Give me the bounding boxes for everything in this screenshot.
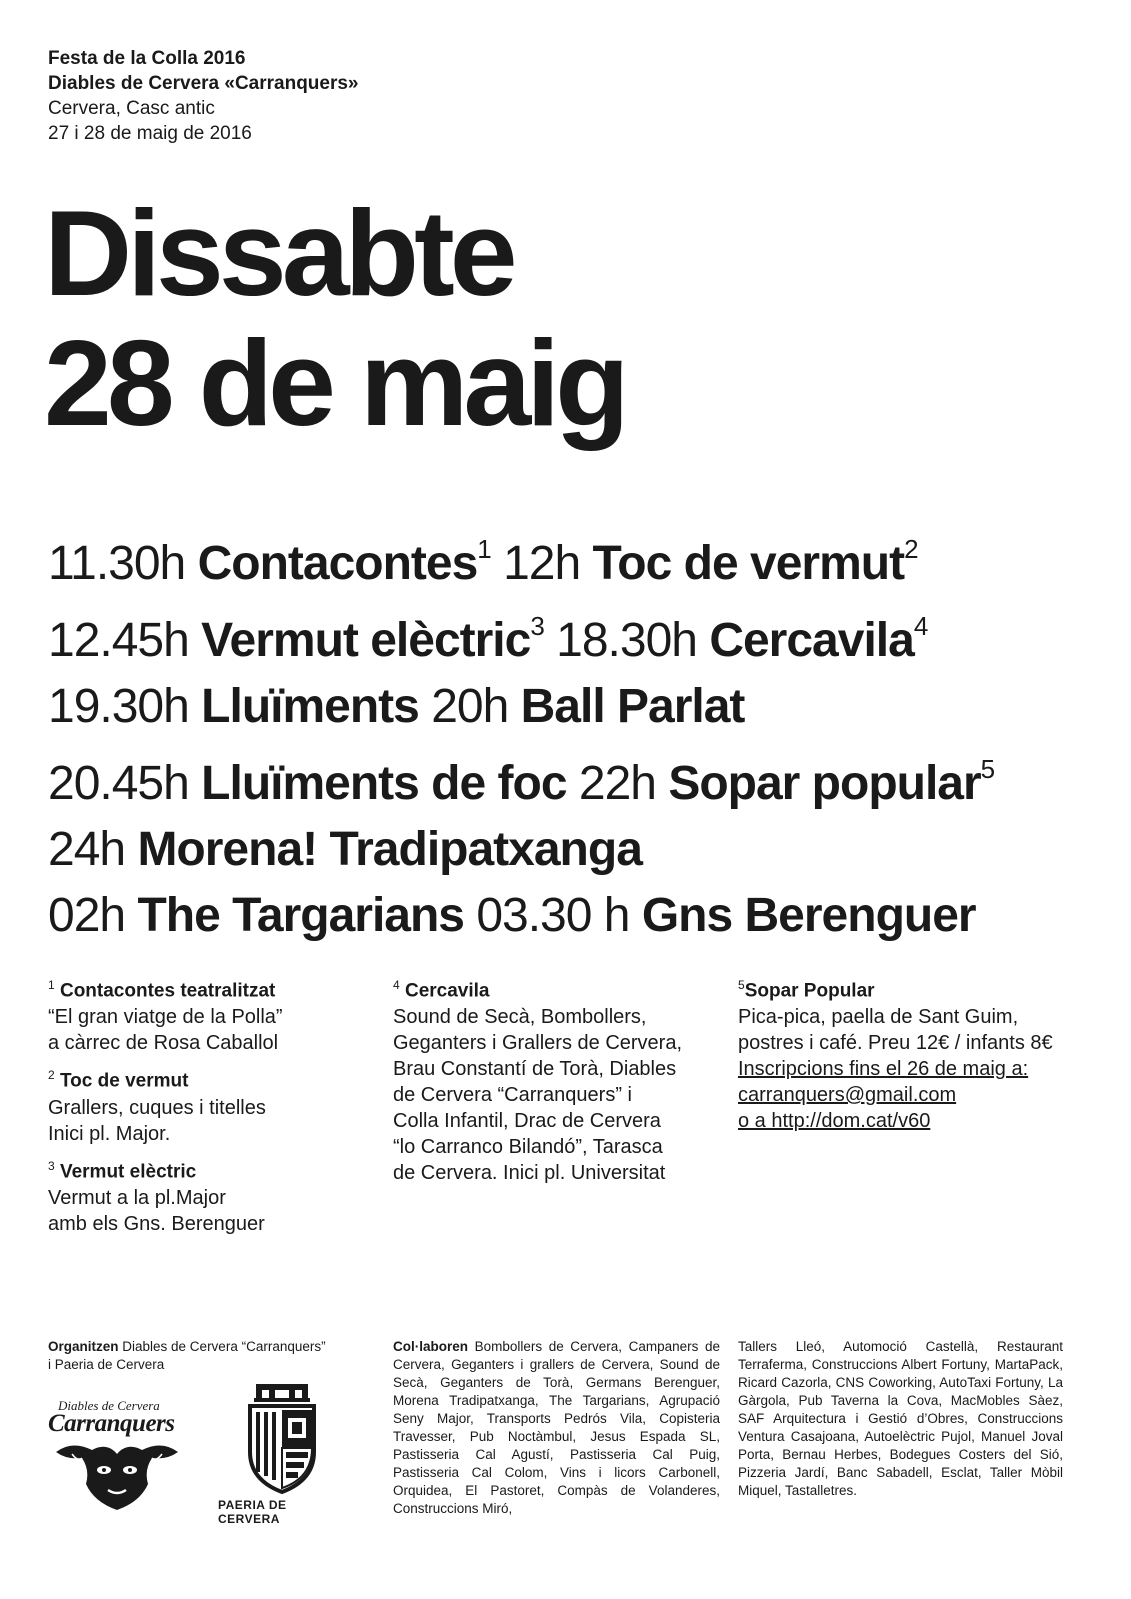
- schedule-event: Cercavila: [709, 614, 914, 667]
- footnote-ref: 3: [530, 611, 544, 641]
- organizers-text: Diables de Cervera “Carranquers”: [118, 1339, 326, 1354]
- note-line: Pica-pica, paella de Sant Guim,: [738, 1006, 1019, 1029]
- schedule-event: Vermut elèctric: [201, 614, 531, 667]
- note-title-text: Toc de vermut: [59, 1070, 189, 1092]
- schedule-event: Morena! Tradipatxanga: [137, 823, 642, 876]
- footnote-ref: 1: [477, 534, 491, 564]
- day-title-weekday: Dissabte: [44, 185, 513, 321]
- notes-column-1: [48, 972, 378, 1243]
- coat-of-arms-icon: [242, 1382, 322, 1494]
- schedule-event: Toc de vermut: [592, 537, 905, 590]
- note-line: a càrrec de Rosa Caballol: [48, 1032, 279, 1055]
- schedule-event: The Targarians: [137, 889, 464, 942]
- notes-column-2: [393, 972, 723, 1192]
- note-line: “lo Carranco Bilandó”, Tarasca: [393, 1136, 663, 1159]
- note-number: 4: [393, 978, 400, 992]
- schedule-row: [48, 674, 994, 740]
- note-line: Brau Constantí de Torà, Diables: [393, 1058, 677, 1081]
- organizers-label: Organitzen: [48, 1339, 119, 1354]
- schedule-row: [48, 817, 994, 883]
- schedule-event: Lluïments de foc: [201, 757, 567, 810]
- schedule-time: 22h: [578, 757, 656, 810]
- paeria-logo: [212, 1382, 352, 1526]
- note-title: [393, 972, 723, 1004]
- day-title-date: 28 de maig: [44, 315, 625, 451]
- schedule-time: 24h: [48, 823, 126, 876]
- schedule-time: 02h: [48, 889, 126, 942]
- note-number: 2: [48, 1068, 55, 1083]
- schedule-row: [48, 883, 994, 949]
- paeria-logo-caption: PAERIA DE CERVERA: [218, 1498, 287, 1526]
- note-line: postres i café. Preu 12€ / infants 8€: [738, 1032, 1053, 1055]
- note-title: [48, 1153, 378, 1185]
- schedule-event: Contacontes: [197, 537, 478, 590]
- schedule-event: Gns Berenguer: [641, 889, 976, 942]
- note-title-text: Contacontes teatralitzat: [59, 980, 276, 1002]
- note-title: [48, 1062, 378, 1094]
- signup-link[interactable]: o a http://dom.cat/v60: [738, 1110, 931, 1133]
- organizer-name: Diables de Cervera «Carranquers»: [48, 73, 359, 94]
- event-location: Cervera, Casc antic: [48, 98, 215, 119]
- note-title-text: Vermut elèctric: [59, 1160, 197, 1182]
- note-line: “El gran viatge de la Polla”: [48, 1006, 283, 1029]
- carranquers-logo: [44, 1398, 194, 1513]
- note-line: Sound de Secà, Bombollers,: [393, 1006, 647, 1029]
- note-title: [738, 972, 1078, 1004]
- schedule-time: 20.45h: [48, 757, 189, 810]
- note-line: Colla Infantil, Drac de Cervera: [393, 1110, 661, 1133]
- schedule-event: Lluïments: [201, 680, 419, 733]
- note-toc-de-vermut: [48, 1062, 378, 1146]
- note-line: Vermut a la pl.Major: [48, 1186, 226, 1209]
- schedule-time: 12.45h: [48, 614, 189, 667]
- event-header: [48, 46, 359, 146]
- organizers-text: i Paeria de Cervera: [48, 1357, 165, 1372]
- note-title: [48, 972, 378, 1004]
- schedule-row: [48, 597, 994, 674]
- note-sopar-popular: [738, 972, 1078, 1134]
- collaborators-text: Bombollers de Cervera, Campaners de Cervera, Geganters i grallers de Cervera, Sound de Secà, Geganters de Torà, Germans Berenguer, Morena Tradipatxanga, The Targarians, Agrupació Seny Major, Transports Pedrós Vila, Copisteria Travesser, Pub Noctàmbul, Jesus Espada SL, Pastisseria Cal Agustí, Pastisseria Cal Puig, Pastisseria Cal Colom, Vins i licors Carbonell, Orquidea, El Pastoret, Compàs de Volanderes, Construccions Miró,: [393, 1339, 720, 1516]
- note-line: de Cervera. Inici pl. Universitat: [393, 1162, 666, 1185]
- note-number: 3: [48, 1158, 55, 1173]
- schedule-time: 20h: [431, 680, 509, 733]
- note-title-text: Cercavila: [404, 980, 490, 1002]
- note-number: 1: [48, 978, 55, 992]
- festival-name: Festa de la Colla 2016: [48, 48, 246, 69]
- devil-face-icon: [52, 1440, 182, 1512]
- collaborators-text: Tallers Lleó, Automoció Castellà, Restaurant Terraferma, Construccions Albert Fortuny, MartaPack, Ricard Cazorla, CNS Coworking, AutoTaxi Fortuny, La Gàrgola, Pub Taverna la Cova, MacMobles Sàez, SAF Arquitectura i Gestió d’Obres, Construccions Ventura Casajoana, Autoelèctric Pujol, Manuel Joval Porta, Bernau Herbes, Bodegues Costers del Sió, Pizzeria Jardí, Banc Sabadell, Esclat, Taller Mòbil Miquel, Tastalletres.: [738, 1339, 1063, 1498]
- day-title: [44, 185, 625, 451]
- schedule-row: [48, 740, 994, 817]
- collaborators: [393, 1338, 720, 1518]
- schedule-event: Ball Parlat: [520, 680, 745, 733]
- schedule-time: 03.30 h: [476, 889, 630, 942]
- schedule-time: 19.30h: [48, 680, 189, 733]
- note-line: Inici pl. Major.: [48, 1122, 171, 1145]
- note-line: Inscripcions fins el 26 de maig a:: [738, 1058, 1029, 1081]
- footnote-ref: 5: [980, 754, 995, 784]
- carranquers-logo-subtitle: Diables de Cervera: [58, 1398, 160, 1413]
- footnote-ref: 2: [904, 534, 918, 564]
- schedule: [48, 520, 994, 949]
- notes-column-3: [738, 972, 1078, 1140]
- footnote-ref: 4: [913, 611, 928, 641]
- email-link[interactable]: carranquers@gmail.com: [738, 1084, 957, 1107]
- schedule-time: 12h: [503, 537, 581, 590]
- collaborators-continued: [738, 1338, 1063, 1500]
- note-line: amb els Gns. Berenguer: [48, 1212, 265, 1235]
- event-dates: 27 i 28 de maig de 2016: [48, 123, 252, 144]
- organizers: [48, 1338, 368, 1374]
- schedule-time: 18.30h: [556, 614, 697, 667]
- note-line: Grallers, cuques i titelles: [48, 1096, 266, 1119]
- note-line: Geganters i Grallers de Cervera,: [393, 1032, 683, 1055]
- schedule-time: 11.30h: [48, 537, 186, 590]
- schedule-event: Sopar popular: [668, 757, 981, 810]
- carranquers-logo-wordmark: Carranquers: [48, 1410, 175, 1437]
- schedule-row: [48, 520, 994, 597]
- note-line: de Cervera “Carranquers” i: [393, 1084, 632, 1107]
- note-contacontes: [48, 972, 378, 1056]
- note-title-text: Sopar Popular: [744, 980, 875, 1002]
- note-vermut-electric: [48, 1153, 378, 1237]
- collaborators-label: Col·laboren: [393, 1339, 469, 1354]
- note-number: 5: [738, 978, 745, 992]
- note-cercavila: [393, 972, 723, 1186]
